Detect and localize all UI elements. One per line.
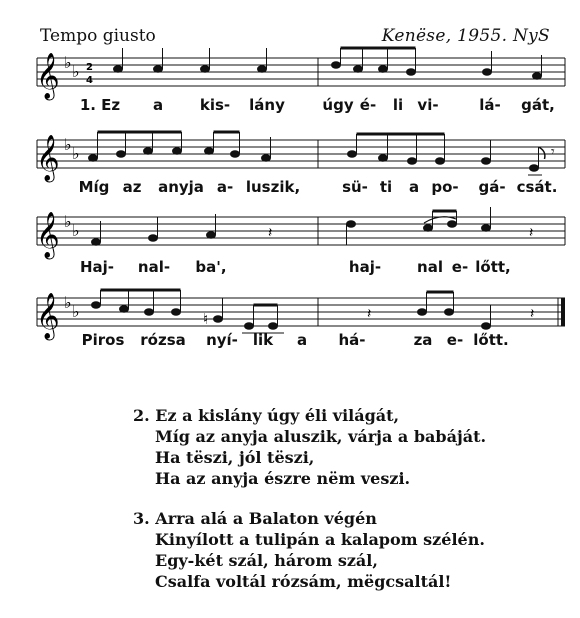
rest-icon: 𝄽 [367, 306, 372, 322]
stanza-3 [133, 508, 485, 592]
lyric-syllable: nyí- [206, 331, 238, 349]
note [408, 134, 417, 164]
lyric-syllable: za [413, 331, 433, 349]
two-flats-icon: ♭ [64, 293, 72, 312]
lyric-syllable: gát, [521, 96, 555, 114]
lyric-syllable: Míg [78, 178, 110, 196]
lyric-syllable: anyja [158, 178, 204, 196]
note [379, 48, 388, 72]
note [262, 137, 271, 161]
treble-clef-icon: 𝄞 [36, 135, 60, 181]
svg-text:♭: ♭ [72, 62, 80, 81]
lyric-syllable: li [392, 96, 404, 114]
two-flats-icon: ♭ [64, 53, 72, 72]
note [533, 55, 542, 79]
note [144, 132, 153, 154]
note [92, 221, 101, 245]
natural-sign-icon: ♮ [203, 310, 209, 328]
note [172, 290, 181, 315]
lyric-syllable: lőtt. [473, 331, 509, 349]
note [117, 132, 126, 157]
stanza-2 [133, 405, 486, 489]
note [483, 51, 492, 75]
svg-text:♭: ♭ [72, 221, 80, 240]
stanza-line: Kinyílott a tulipán a kalapom szélén. [155, 530, 485, 549]
rest-icon: 𝄽 [268, 225, 273, 241]
stanza-line: Egy-két szál, három szál, [155, 551, 378, 570]
note [92, 290, 101, 308]
note [348, 134, 357, 157]
lyric-syllable: vi- [417, 96, 439, 114]
lyric-syllable: a [296, 331, 308, 349]
note [258, 48, 267, 72]
lyric-syllable: luszik, [245, 178, 301, 196]
note [207, 214, 216, 238]
note [201, 48, 210, 72]
note [482, 140, 491, 164]
lyric-syllable: lá- [479, 96, 501, 114]
source-attribution: Kenëse, 1955. NyS [381, 26, 550, 46]
note [407, 48, 416, 75]
lyric-syllable: e- [451, 258, 469, 276]
lyrics-line-4 [0, 331, 580, 355]
stanza-line: Ha az anyja észre nëm veszi. [155, 469, 411, 488]
svg-text:♭: ♭ [72, 144, 80, 163]
rest-icon: 𝄽 [529, 225, 534, 241]
treble-clef-icon: 𝄞 [36, 212, 60, 258]
lyric-syllable: rózsa [140, 331, 186, 349]
note [347, 221, 356, 245]
svg-text:4: 4 [86, 75, 93, 86]
lyrics-line-2 [0, 178, 580, 202]
lyric-syllable: lik [252, 331, 274, 349]
svg-text:♭: ♭ [72, 302, 80, 321]
lyrics-line-1 [0, 96, 580, 120]
lyric-syllable: e- [446, 331, 464, 349]
note [120, 290, 129, 312]
note [214, 298, 223, 322]
lyric-syllable: a- [216, 178, 234, 196]
lyric-syllable: a [408, 178, 420, 196]
stanza-line: 3. Arra alá a Balaton végén [133, 509, 377, 528]
stanza-line: 2. Ez a kislány úgy éli világát, [133, 406, 400, 425]
stanza-line: Míg az anyja aluszik, várja a babáját. [155, 427, 487, 446]
lyric-syllable: haj- [348, 258, 382, 276]
lyric-syllable: a [152, 96, 164, 114]
note [445, 292, 454, 315]
note [269, 305, 278, 329]
note [154, 48, 163, 72]
treble-clef-icon: 𝄞 [36, 293, 60, 339]
note [245, 305, 254, 329]
lyric-syllable: ba', [195, 258, 227, 276]
note [436, 134, 445, 164]
lyric-syllable: kis- [199, 96, 231, 114]
lyric-syllable: gá- [478, 178, 506, 196]
lyric-syllable: csát. [516, 178, 558, 196]
note [205, 132, 214, 154]
note [173, 132, 182, 154]
note [379, 134, 388, 161]
lyric-syllable: po- [431, 178, 459, 196]
note [149, 217, 158, 241]
lyric-syllable: úgy [322, 96, 354, 114]
lyric-syllable: 1. Ez [79, 96, 121, 114]
lyric-syllable: lány [249, 96, 285, 114]
rest-icon: 𝄾 [551, 144, 555, 160]
two-flats-icon: ♭ [64, 135, 72, 154]
lyrics-line-3 [0, 258, 580, 282]
note [418, 292, 427, 315]
lyric-syllable: ti [379, 178, 393, 196]
lyric-syllable: nal [417, 258, 443, 276]
two-flats-icon: ♭ [64, 212, 72, 231]
lyric-syllable: Haj- [79, 258, 115, 276]
lyric-syllable: az [122, 178, 142, 196]
note [114, 48, 123, 72]
lyric-syllable: é- [359, 96, 377, 114]
note [145, 290, 154, 315]
note [482, 305, 491, 329]
lyric-syllable: lőtt, [475, 258, 511, 276]
stanza-line: Csalfa voltál rózsám, mëgcsaltál! [155, 572, 452, 591]
lyric-syllable: há- [338, 331, 366, 349]
rest-icon: 𝄽 [530, 306, 535, 322]
note [482, 207, 491, 231]
lyric-syllable: Piros [81, 331, 125, 349]
lyric-syllable: nal- [137, 258, 171, 276]
stanza-line: Ha tëszi, jól tëszi, [155, 448, 315, 467]
tempo-marking: Tempo giusto [40, 26, 156, 46]
note [231, 132, 240, 157]
treble-clef-icon: 𝄞 [36, 53, 60, 99]
note [354, 48, 363, 72]
lyric-syllable: sü- [342, 178, 368, 196]
time-signature: 2 [86, 62, 93, 73]
